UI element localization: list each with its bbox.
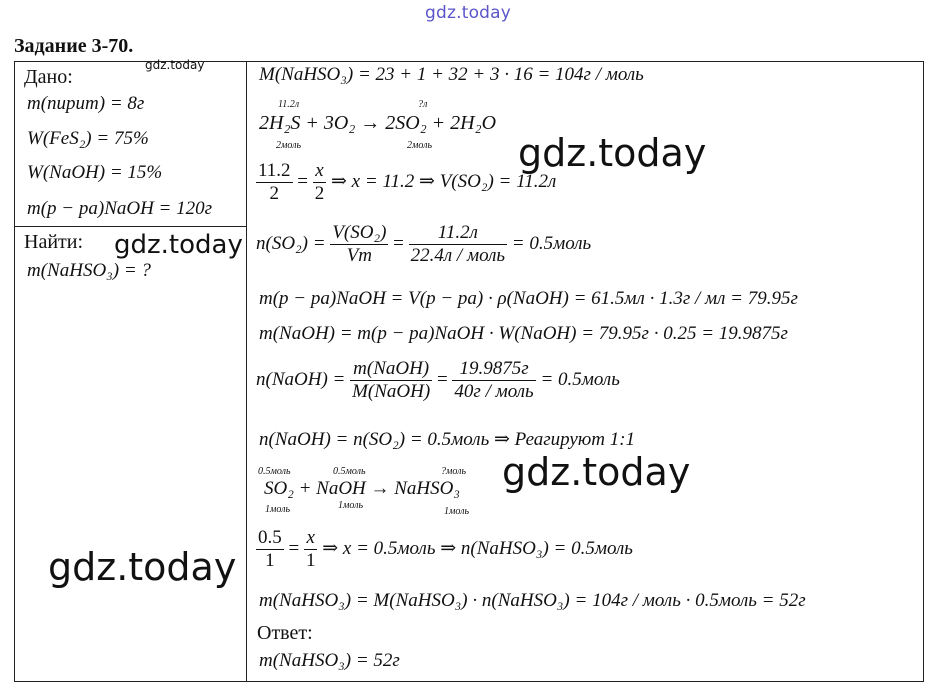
n-naoh-line: n(NaOH) = $\frac{\text{m(NaOH)}}{\text{M(NaOH)}}$ = $\frac{19.9875г}{\text{40г / моль}}$ = 0.5моль	[256, 358, 620, 402]
mass-solution-line: m(p − pa)NaOH = V(p − pa) · ρ(NaOH) = 61.5мл · 1.3г / мл = 79.95г	[259, 288, 798, 309]
given-line-1: m(пирит) = 8г	[27, 93, 145, 114]
given-line-4: m(p − pa)NaOH = 120г	[27, 198, 213, 219]
reaction2-below-1: 1моль	[265, 504, 291, 515]
reaction2-below-3: 1моль	[444, 506, 470, 517]
find-label: Найти:	[24, 231, 84, 253]
reaction1-below-left: 2моль	[276, 140, 302, 151]
reaction2-above-3: ?моль	[441, 466, 467, 477]
reaction2-below-2: 1моль	[338, 500, 364, 511]
reaction1-above-right: ?л	[418, 99, 428, 110]
find-line-1: m(NaHSO₃) = ?	[27, 260, 151, 281]
watermark-small: gdz.today	[145, 58, 205, 72]
watermark-top: gdz.today	[425, 3, 512, 23]
watermark-find: gdz.today	[114, 230, 243, 260]
given-line-3: W(NaOH) = 15%	[27, 162, 163, 183]
proportion-1: $\frac{11.2}{2}$ = $\frac{x}{2}$ ⇒ x = 11.2 ⇒ V(SO₂) = 11.2л	[258, 160, 557, 204]
n-so2-line: n(SO₂) = $\frac{\text{V(SO₂)}}{Vm}$ = $\frac{11.2л}{\text{22.4л / моль}}$ = 0.5моль	[256, 222, 592, 266]
watermark-mid-2: gdz.today	[502, 450, 691, 494]
reaction1-equation: 2H₂S + 3O₂ → 2SO₂ + 2H₂O	[259, 112, 497, 134]
molar-mass-line: M(NaHSO₃) = 23 + 1 + 32 + 3 · 16 = 104г / моль	[259, 64, 644, 85]
task-title: Задание 3-70.	[14, 35, 134, 57]
watermark-mid-1: gdz.today	[518, 131, 707, 175]
answer-line: m(NaHSO₃) = 52г	[259, 650, 400, 671]
watermark-left: gdz.today	[48, 545, 237, 589]
answer-label: Ответ:	[257, 622, 313, 644]
given-label: Дано:	[24, 66, 73, 88]
reaction2-above-2: 0.5моль	[333, 466, 366, 477]
find-box	[14, 226, 247, 682]
reaction2-above-1: 0.5моль	[258, 466, 291, 477]
given-line-2: W(FeS₂) = 75%	[27, 128, 149, 149]
final-mass-line: m(NaHSO₃) = M(NaHSO₃) · n(NaHSO₃) = 104г / моль · 0.5моль = 52г	[259, 590, 806, 611]
reaction1-below-right: 2моль	[407, 140, 433, 151]
reaction1-above-left: 11.2л	[278, 99, 300, 110]
ratio-line: n(NaOH) = n(SO₂) = 0.5моль ⇒ Реагируют 1:1	[259, 429, 636, 450]
reaction2-equation: SO₂ + NaOH → NaHSO₃	[264, 478, 460, 499]
proportion-2: $\frac{0.5}{1}$ = $\frac{x}{1}$ ⇒ x = 0.5моль ⇒ n(NaHSO₃) = 0.5моль	[258, 527, 633, 571]
mass-naoh-line: m(NaOH) = m(p − pa)NaOH · W(NaOH) = 79.95г · 0.25 = 19.9875г	[259, 323, 788, 344]
